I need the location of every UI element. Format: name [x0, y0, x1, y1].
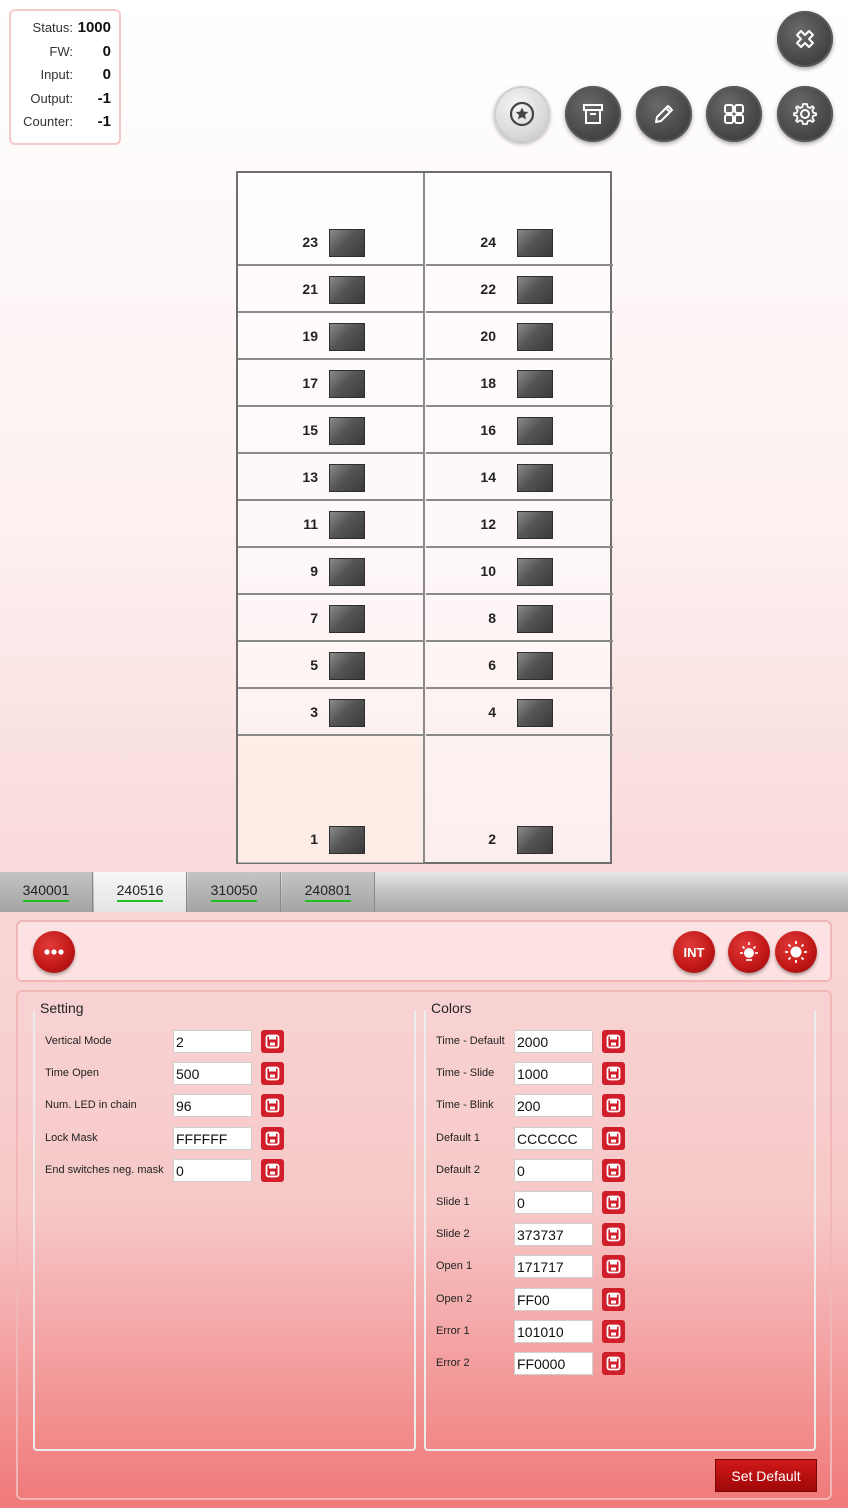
led-indicator[interactable] — [329, 323, 365, 351]
grid-cell-3[interactable] — [238, 689, 425, 736]
tab-240516[interactable] — [94, 872, 187, 912]
tab-240801[interactable] — [282, 872, 375, 912]
setting-row-label — [45, 1093, 137, 1117]
save-icon — [265, 1066, 280, 1081]
tab-340001[interactable] — [0, 872, 93, 912]
save-button[interactable] — [261, 1127, 284, 1150]
pencil-icon — [649, 99, 679, 129]
input-row — [17, 66, 111, 90]
cell-number: 1 — [310, 831, 318, 847]
grid-cell-16[interactable] — [426, 407, 613, 454]
cell-number: 19 — [302, 328, 318, 344]
cell-number: 21 — [302, 281, 318, 297]
grid-cell-17[interactable] — [238, 360, 425, 407]
save-icon — [606, 1356, 621, 1371]
colors-input[interactable]: 101010 — [514, 1320, 593, 1343]
grid-cell-20[interactable] — [426, 313, 613, 360]
int-button[interactable] — [673, 931, 715, 973]
field-label: Error 2 — [436, 1357, 470, 1369]
save-icon — [606, 1066, 621, 1081]
led-indicator[interactable] — [329, 558, 365, 586]
save-icon — [265, 1098, 280, 1113]
status-row — [17, 19, 111, 43]
field-label: Default 2 — [436, 1163, 481, 1176]
setting-input[interactable]: 500 — [173, 1062, 252, 1085]
field-label: Open 2 — [436, 1292, 473, 1305]
colors-row-label — [436, 1190, 470, 1214]
grid-cell-1[interactable] — [238, 736, 425, 863]
colors-input[interactable]: 0 — [514, 1191, 593, 1214]
colors-input[interactable]: CCCCCC — [514, 1127, 593, 1150]
tab-label: 240516 — [117, 882, 164, 902]
status-label: Status: — [32, 20, 73, 35]
setting-input[interactable]: 2 — [173, 1030, 252, 1053]
grid-cell-15[interactable] — [238, 407, 425, 454]
save-button[interactable] — [602, 1223, 625, 1246]
bulb-bright-icon — [783, 939, 809, 965]
save-icon — [606, 1163, 621, 1178]
cell-number: 14 — [480, 469, 496, 485]
field-label: Num. LED in chain — [45, 1099, 137, 1112]
colors-row-label — [436, 1093, 494, 1117]
tab-bar — [0, 872, 848, 912]
grid-cell-7[interactable] — [238, 595, 425, 642]
counter-row — [17, 113, 111, 137]
input-value: 0 — [102, 66, 111, 83]
save-button[interactable] — [602, 1191, 625, 1214]
field-label: Slide 2 — [436, 1228, 470, 1241]
field-label: Error 1 — [436, 1324, 470, 1337]
save-icon — [606, 1292, 621, 1307]
grid-cell-18[interactable] — [426, 360, 613, 407]
led-indicator[interactable] — [517, 511, 553, 539]
save-icon — [265, 1034, 280, 1049]
led-indicator[interactable] — [329, 826, 365, 854]
colors-row-label — [436, 1029, 505, 1053]
edit-button[interactable] — [636, 86, 692, 142]
output-label: Output: — [30, 90, 73, 106]
grid-cell-21[interactable] — [238, 266, 425, 313]
cell-number: 18 — [480, 375, 496, 391]
led-indicator[interactable] — [517, 417, 553, 445]
tab-label: 240801 — [305, 882, 352, 902]
led-indicator[interactable] — [329, 652, 365, 680]
cell-number: 20 — [480, 328, 496, 344]
grid-cell-12[interactable] — [426, 501, 613, 548]
setting-input[interactable]: 96 — [173, 1094, 252, 1117]
colors-input[interactable]: 2000 — [514, 1030, 593, 1053]
setting-row-label — [45, 1029, 112, 1053]
layout-button[interactable] — [706, 86, 762, 142]
led-indicator[interactable] — [517, 464, 553, 492]
led-indicator[interactable] — [329, 699, 365, 727]
colors-title: Colors — [431, 1000, 472, 1016]
counter-label: Counter: — [23, 114, 73, 129]
led-indicator[interactable] — [517, 699, 553, 727]
field-label: Default 1 — [436, 1131, 481, 1144]
led-indicator[interactable] — [517, 229, 553, 257]
cell-number: 15 — [302, 422, 318, 438]
status-panel — [9, 9, 121, 145]
save-button[interactable] — [602, 1352, 625, 1375]
setting-row-label — [45, 1158, 164, 1182]
favorite-button[interactable] — [494, 86, 550, 142]
save-button[interactable] — [261, 1062, 284, 1085]
colors-input[interactable]: 373737 — [514, 1223, 593, 1246]
cell-number: 16 — [480, 422, 496, 438]
tab-label: 310050 — [211, 882, 258, 902]
light-button[interactable] — [728, 931, 770, 973]
field-label: Time - Default — [436, 1035, 505, 1047]
light-bright-button[interactable] — [775, 931, 817, 973]
save-button[interactable] — [602, 1320, 625, 1343]
more-button[interactable] — [33, 931, 75, 973]
grid-cell-4[interactable] — [426, 689, 613, 736]
led-grid — [236, 171, 612, 864]
led-indicator[interactable] — [329, 276, 365, 304]
setting-input[interactable]: FFFFFF — [173, 1127, 252, 1150]
field-label: Slide 1 — [436, 1196, 470, 1208]
led-indicator[interactable] — [329, 511, 365, 539]
output-row — [17, 90, 111, 114]
tab-310050[interactable] — [188, 872, 281, 912]
colors-row-label — [436, 1254, 472, 1278]
led-indicator[interactable] — [329, 370, 365, 398]
grid-cell-24[interactable] — [426, 173, 613, 266]
cell-number: 22 — [480, 281, 496, 297]
save-icon — [606, 1227, 621, 1242]
save-button[interactable] — [261, 1030, 284, 1053]
cell-number: 9 — [310, 563, 318, 579]
cell-number: 24 — [480, 234, 496, 250]
led-indicator[interactable] — [329, 605, 365, 633]
set-default-button[interactable]: Set Default — [715, 1459, 817, 1492]
led-indicator[interactable] — [517, 826, 553, 854]
more-dots-icon — [41, 939, 67, 965]
cell-number: 23 — [302, 234, 318, 250]
colors-input[interactable]: FF0000 — [514, 1352, 593, 1375]
action-toolbar — [16, 920, 832, 982]
field-label: Time - Slide — [436, 1067, 495, 1080]
fw-value: 0 — [102, 42, 111, 60]
fw-row — [17, 43, 111, 67]
cell-number: 8 — [488, 610, 496, 626]
colors-row-label — [436, 1126, 480, 1150]
save-icon — [265, 1131, 280, 1146]
colors-row-label — [436, 1351, 470, 1375]
gear-icon — [790, 99, 820, 129]
save-icon — [606, 1098, 621, 1113]
led-indicator[interactable] — [329, 229, 365, 257]
colors-row-label — [436, 1061, 494, 1085]
colors-row-label — [436, 1319, 470, 1343]
setting-input[interactable]: 0 — [173, 1159, 252, 1182]
colors-row-label — [436, 1287, 472, 1311]
status-value: 1000 — [77, 19, 111, 36]
grid-cell-6[interactable] — [426, 642, 613, 689]
save-icon — [606, 1034, 621, 1049]
cell-number: 10 — [480, 563, 496, 579]
cell-number: 4 — [488, 704, 496, 720]
grid-cell-22[interactable] — [426, 266, 613, 313]
setting-row-label — [45, 1126, 98, 1150]
close-button[interactable] — [777, 11, 833, 67]
save-button[interactable] — [602, 1030, 625, 1053]
field-label: Vertical Mode — [45, 1035, 112, 1047]
cell-number: 5 — [310, 657, 318, 673]
led-indicator[interactable] — [329, 464, 365, 492]
grid-cell-8[interactable] — [426, 595, 613, 642]
input-label: Input: — [40, 67, 73, 82]
setting-row-label — [45, 1061, 99, 1085]
colors-row-label — [436, 1158, 480, 1182]
field-label: Time - Blink — [436, 1099, 494, 1112]
grid-cell-23[interactable] — [238, 173, 425, 266]
led-indicator[interactable] — [517, 558, 553, 586]
field-label: End switches neg. mask — [45, 1163, 164, 1176]
save-button[interactable] — [602, 1255, 625, 1278]
grid-cell-5[interactable] — [238, 642, 425, 689]
cell-number: 6 — [488, 657, 496, 673]
save-button[interactable] — [261, 1159, 284, 1182]
tab-label: 340001 — [23, 882, 70, 902]
colors-input[interactable]: 1000 — [514, 1062, 593, 1085]
settings-button[interactable] — [777, 86, 833, 142]
fw-label: FW: — [49, 43, 73, 59]
save-button[interactable] — [602, 1159, 625, 1182]
colors-input[interactable]: FF00 — [514, 1288, 593, 1311]
save-icon — [606, 1259, 621, 1274]
led-indicator[interactable] — [517, 652, 553, 680]
grid-cell-9[interactable] — [238, 548, 425, 595]
grid-cell-14[interactable] — [426, 454, 613, 501]
save-icon — [606, 1195, 621, 1210]
field-label: Open 1 — [436, 1260, 473, 1273]
save-button[interactable] — [602, 1094, 625, 1117]
save-button[interactable] — [261, 1094, 284, 1117]
field-label: Time Open — [45, 1067, 100, 1080]
cell-number: 11 — [303, 516, 318, 532]
colors-input[interactable]: 171717 — [514, 1255, 593, 1278]
counter-value: -1 — [97, 113, 111, 130]
save-icon — [265, 1163, 280, 1178]
archive-button[interactable] — [565, 86, 621, 142]
grid-icon — [719, 99, 749, 129]
led-indicator[interactable] — [517, 370, 553, 398]
colors-input[interactable]: 200 — [514, 1094, 593, 1117]
cell-number: 17 — [302, 375, 318, 391]
cell-number: 12 — [480, 516, 496, 532]
save-button[interactable] — [602, 1062, 625, 1085]
save-button[interactable] — [602, 1127, 625, 1150]
save-icon — [606, 1131, 621, 1146]
star-icon — [507, 99, 537, 129]
led-indicator[interactable] — [329, 417, 365, 445]
int-label: INT — [683, 944, 705, 960]
grid-cell-10[interactable] — [426, 548, 613, 595]
setting-title: Setting — [40, 1000, 84, 1016]
archive-icon — [578, 99, 608, 129]
grid-cell-2[interactable] — [426, 736, 613, 863]
led-indicator[interactable] — [517, 323, 553, 351]
cell-number: 2 — [488, 831, 496, 847]
cell-number: 3 — [310, 704, 318, 720]
grid-cell-13[interactable] — [238, 454, 425, 501]
save-icon — [606, 1324, 621, 1339]
close-icon — [790, 24, 820, 54]
grid-cell-11[interactable] — [238, 501, 425, 548]
grid-cell-19[interactable] — [238, 313, 425, 360]
bulb-icon — [736, 939, 762, 965]
colors-row-label — [436, 1222, 470, 1246]
colors-input[interactable]: 0 — [514, 1159, 593, 1182]
cell-number: 7 — [310, 610, 318, 626]
cell-number: 13 — [302, 469, 318, 485]
field-label: Lock Mask — [45, 1131, 98, 1144]
save-button[interactable] — [602, 1288, 625, 1311]
led-indicator[interactable] — [517, 276, 553, 304]
output-value: -1 — [97, 89, 111, 107]
led-indicator[interactable] — [517, 605, 553, 633]
